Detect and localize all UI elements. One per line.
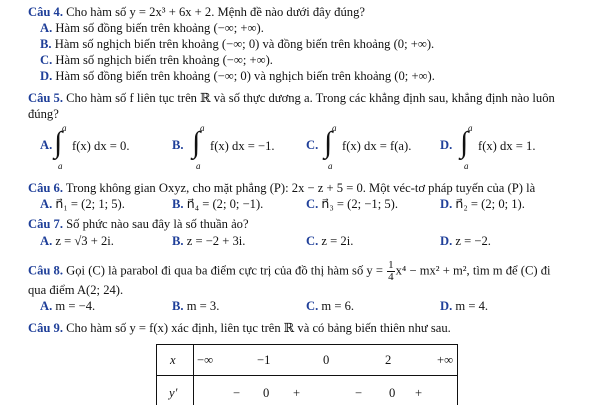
fraction: $\frac{1}{4}$	[388, 259, 394, 283]
q6-option-d[interactable]: D. n⃗₂ = (2; 0; 1).	[440, 197, 525, 211]
dy-sign: −	[233, 386, 241, 400]
x-value: 2	[385, 353, 392, 367]
question-4-number: Câu 4.	[28, 5, 63, 19]
question-5-number: Câu 5.	[28, 91, 63, 105]
q8-option-b[interactable]: B. m = 3.	[172, 299, 220, 313]
q8-option-d[interactable]: D. m = 4.	[440, 299, 489, 313]
q7-option-a[interactable]: A. z = √3 + 2i.	[40, 234, 114, 248]
q8-option-c[interactable]: C. m = 6.	[306, 299, 355, 313]
x-value: −1	[257, 353, 271, 367]
question-5-stem	[28, 90, 555, 106]
q6-option-a[interactable]: A. n⃗₁ = (2; 1; 5).	[40, 197, 125, 211]
variation-table	[156, 344, 458, 405]
q4-option-d[interactable]: D. Hàm số đồng biến trên khoảng (−∞; 0) và nghịch biến trên khoảng (0; +∞).	[40, 69, 435, 83]
integral-sign: ∫	[324, 126, 333, 159]
question-4-stem	[28, 4, 365, 20]
question-8-number: Câu 8.	[28, 263, 63, 278]
dy-sign: +	[415, 386, 423, 400]
question-4-text: Cho hàm số y = 2x³ + 6x + 2. Mệnh đề nào dưới đây đúng?	[66, 5, 365, 19]
q7-option-d[interactable]: D. z = −2.	[440, 234, 491, 248]
row-dy-label: y′	[169, 386, 178, 400]
q4-option-b[interactable]: B. Hàm số nghịch biến trên khoảng (−∞; 0) và đồng biến trên khoảng (0; +∞).	[40, 37, 435, 51]
x-value: −∞	[197, 353, 214, 367]
x-value: +∞	[437, 353, 454, 367]
q8-option-a[interactable]: A. m = −4.	[40, 299, 96, 313]
question-6-stem	[28, 180, 535, 196]
question-5-text: Cho hàm số f liên tục trên ℝ và số thực dương a. Trong các khẳng định sau, khẳng định nào luôn	[66, 91, 555, 105]
table-divider-horizontal	[157, 375, 457, 376]
question-6-number: Câu 6.	[28, 181, 63, 195]
dy-sign: −	[355, 386, 363, 400]
q6-option-b[interactable]: B. n⃗₄ = (2; 0; −1).	[172, 197, 264, 211]
question-8-stem-line2: qua điểm A(2; 24).	[28, 283, 124, 297]
integral-sign: ∫	[54, 126, 63, 159]
question-5-stem-line2: đúng?	[28, 107, 59, 121]
integral-sign: ∫	[460, 126, 469, 159]
question-9-text: Cho hàm số y = f(x) xác định, liên tục trên ℝ và có bảng biến thiên như sau.	[66, 321, 451, 335]
question-8-text-pre: Gọi (C) là parabol đi qua ba điểm cực trị của đồ thị hàm số y =	[66, 263, 383, 278]
q7-option-c[interactable]: C. z = 2i.	[306, 234, 354, 248]
q4-option-a[interactable]: A. Hàm số đồng biến trên khoảng (−∞; +∞).	[40, 21, 264, 35]
question-7-text: Số phức nào sau đây là số thuần ảo?	[66, 217, 249, 231]
question-8-text-post: x⁴ − mx² + m², tìm m để (C) đi	[395, 263, 551, 278]
question-8-stem	[28, 260, 551, 283]
dy-value: 0	[389, 386, 396, 400]
q6-option-c[interactable]: C. n⃗₃ = (2; −1; 5).	[306, 197, 399, 211]
row-x-label: x	[170, 353, 176, 367]
question-7-number: Câu 7.	[28, 217, 63, 231]
question-6-text: Trong không gian Oxyz, cho mặt phẳng (P): 2x − z + 5 = 0. Một véc-tơ pháp tuyến của (P) là	[65, 181, 536, 195]
integral-sign: ∫	[192, 126, 201, 159]
question-7-stem	[28, 216, 249, 232]
question-9-stem	[28, 320, 451, 336]
q4-option-c[interactable]: C. Hàm số nghịch biến trên khoảng (−∞; +∞).	[40, 53, 273, 67]
exam-page: Câu 4. Cho hàm số y = 2x³ + 6x + 2. Mệnh đề nào dưới đây đúng? A. Hàm số đồng biến trên khoảng (−∞; +∞). B. Hàm số nghịch biến trên khoảng (−∞; 0) và đồng biến trên khoảng (0; +∞). C. Hàm số nghịch biến trên khoảng (−∞; +∞). D. Hàm số đồng biến trên khoảng (−∞; 0) và nghịch biến trên khoảng (0; +∞). Câu 5. Cho hàm số f liên tục trên ℝ và số thực dương a. Trong các khẳng định sau, khẳng định nào luôn đúng? A. a ∫ a f(x) dx = 0. B. a ∫ a f(x) dx = −1. C. a ∫ a f(x) dx = f(a). D. a ∫ a f(x) dx = 1. Câu 6. Trong không gian Oxyz, cho mặt phẳng (P): 2x − z + 5 = 0. Một véc-tơ pháp tuyến của (P) là A. n⃗₁ = (2; 1; 5). B. n⃗₄ = (2; 0; −1). C. n⃗₃ = (2; −1; 5). D. n⃗₂ = (2; 0; 1). Câu 7. Số phức nào sau đây là số thuần ảo? A. z = √3 + 2i. B. z = −2 + 3i. C. z = 2i. D. z = −2. Câu 8. Gọi (C) là parabol đi qua ba điểm cực trị của đồ thị hàm số y = $\frac{1}{4}$ x⁴ − mx² + m², tìm m để (C) đi qua điểm A(2; 24). A. m = −4. B. m = 3. C. m = 6. D. m = 4. Câu 9. Cho hàm số y = f(x) xác định, liên tục trên ℝ và có bảng biến thiên như sau. x −∞ −1 0 2 +∞ y′ − 0 + − 0 +	[0, 0, 600, 400]
question-9-number: Câu 9.	[28, 321, 63, 335]
x-value: 0	[323, 353, 330, 367]
dy-value: 0	[263, 386, 270, 400]
dy-sign: +	[293, 386, 301, 400]
q7-option-b[interactable]: B. z = −2 + 3i.	[172, 234, 246, 248]
